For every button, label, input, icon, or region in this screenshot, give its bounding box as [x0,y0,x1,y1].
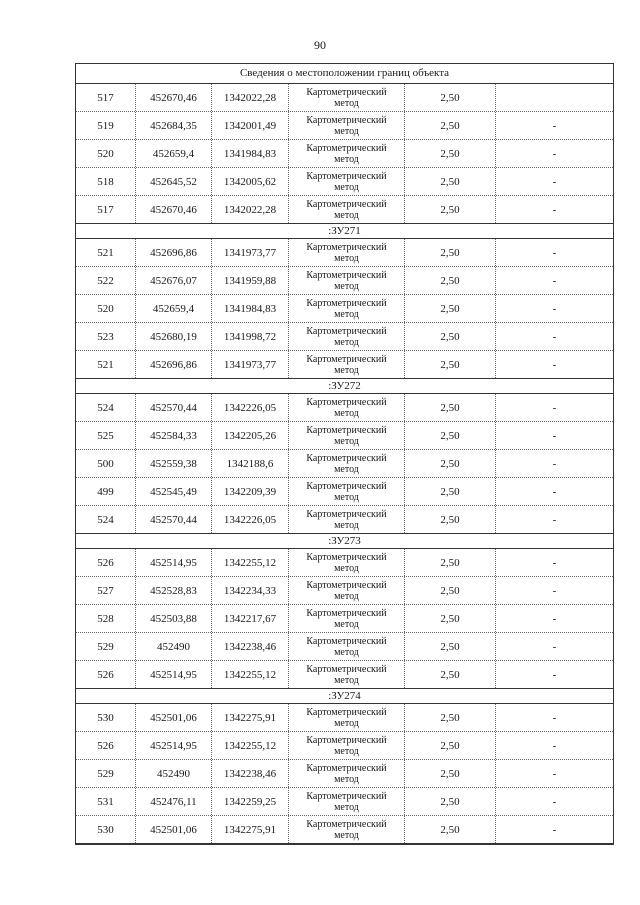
method-line-1: Картометрический [306,790,387,802]
method-line-1: Картометрический [306,818,387,830]
note-cell: - [552,119,557,132]
y-cell: 1342238,46 [212,633,289,660]
y-cell: 1342209,39 [212,478,289,505]
point-cell: 521 [76,351,136,378]
y-cell: 1341973,77 [212,239,289,266]
method-line-2: метод [334,773,359,785]
method-cell [289,84,405,111]
point-cell: 523 [76,323,136,350]
note-cell: - [552,668,557,681]
accuracy-cell: 2,50 [405,112,496,139]
y-cell: 1342022,28 [212,196,289,223]
method-line-2: метод [334,674,359,686]
table-row [76,323,613,351]
accuracy-cell: 2,50 [405,450,496,477]
accuracy-cell: 2,50 [405,704,496,731]
table-body [76,84,613,844]
table-row [76,577,613,605]
table-row [76,605,613,633]
accuracy-cell: 2,50 [405,394,496,421]
table-row [76,788,613,816]
table-row [76,394,613,422]
x-cell: 452676,07 [136,267,212,294]
method-line-1: Картометрический [306,706,387,718]
y-cell: 1342275,91 [212,816,289,843]
point-cell: 524 [76,506,136,533]
x-cell: 452501,06 [136,816,212,843]
y-cell: 1342217,67 [212,605,289,632]
method-cell [289,422,405,449]
y-cell: 1342001,49 [212,112,289,139]
method-line-2: метод [334,491,359,503]
method-line-1: Картометрический [306,396,387,408]
point-cell: 526 [76,549,136,576]
accuracy-cell: 2,50 [405,140,496,167]
note-cell: - [552,711,557,724]
point-cell: 530 [76,816,136,843]
point-cell: 517 [76,84,136,111]
accuracy-cell: 2,50 [405,661,496,688]
note-cell: - [552,302,557,315]
boundary-table [75,63,614,845]
table-row [76,549,613,577]
method-line-2: метод [334,308,359,320]
y-cell: 1342275,91 [212,704,289,731]
method-line-2: метод [334,252,359,264]
method-cell [289,450,405,477]
accuracy-cell: 2,50 [405,478,496,505]
section-label: :ЗУ273 [76,534,613,549]
method-line-2: метод [334,153,359,165]
point-cell: 518 [76,168,136,195]
section-label: :ЗУ272 [76,379,613,394]
point-cell: 520 [76,295,136,322]
method-line-2: метод [334,181,359,193]
x-cell: 452670,46 [136,84,212,111]
table-row [76,239,613,267]
y-cell: 1342234,33 [212,577,289,604]
y-cell: 1341998,72 [212,323,289,350]
y-cell: 1342205,26 [212,422,289,449]
method-cell [289,351,405,378]
accuracy-cell: 2,50 [405,323,496,350]
accuracy-cell: 2,50 [405,760,496,787]
point-cell: 529 [76,760,136,787]
method-line-2: метод [334,618,359,630]
method-line-1: Картометрический [306,198,387,210]
method-line-2: метод [334,745,359,757]
point-cell: 499 [76,478,136,505]
method-line-2: метод [334,97,359,109]
method-line-1: Картометрический [306,170,387,182]
note-cell: - [552,175,557,188]
x-cell: 452670,46 [136,196,212,223]
table-row [76,506,613,534]
method-cell [289,661,405,688]
accuracy-cell: 2,50 [405,816,496,843]
point-cell: 530 [76,704,136,731]
table-row [76,478,613,506]
accuracy-cell: 2,50 [405,168,496,195]
method-cell [289,196,405,223]
table-row [76,661,613,689]
x-cell: 452696,86 [136,239,212,266]
x-cell: 452570,44 [136,506,212,533]
accuracy-cell: 2,50 [405,267,496,294]
method-cell [289,239,405,266]
note-cell: - [552,556,557,569]
method-line-1: Картометрический [306,508,387,520]
y-cell: 1342226,05 [212,506,289,533]
method-line-2: метод [334,407,359,419]
method-line-1: Картометрический [306,734,387,746]
note-cell: - [552,640,557,653]
table-row [76,760,613,788]
accuracy-cell: 2,50 [405,239,496,266]
y-cell: 1341984,83 [212,295,289,322]
method-line-1: Картометрический [306,551,387,563]
point-cell: 525 [76,422,136,449]
method-cell [289,506,405,533]
table-row [76,732,613,760]
x-cell: 452696,86 [136,351,212,378]
y-cell: 1342022,28 [212,84,289,111]
x-cell: 452514,95 [136,732,212,759]
x-cell: 452528,83 [136,577,212,604]
note-cell: - [552,203,557,216]
point-cell: 519 [76,112,136,139]
accuracy-cell: 2,50 [405,549,496,576]
method-line-1: Картометрический [306,579,387,591]
y-cell: 1342188,6 [212,450,289,477]
method-line-2: метод [334,125,359,137]
method-cell [289,704,405,731]
point-cell: 500 [76,450,136,477]
method-line-1: Картометрический [306,424,387,436]
accuracy-cell: 2,50 [405,633,496,660]
note-cell: - [552,795,557,808]
accuracy-cell: 2,50 [405,605,496,632]
x-cell: 452490 [136,760,212,787]
method-cell [289,577,405,604]
accuracy-cell: 2,50 [405,506,496,533]
accuracy-cell: 2,50 [405,295,496,322]
note-cell: - [552,584,557,597]
y-cell: 1342255,12 [212,549,289,576]
method-line-1: Картометрический [306,241,387,253]
method-cell [289,633,405,660]
point-cell: 528 [76,605,136,632]
note-cell [496,84,613,111]
y-cell: 1342005,62 [212,168,289,195]
section-label: :ЗУ271 [76,224,613,239]
point-cell: 517 [76,196,136,223]
method-line-2: метод [334,364,359,376]
method-cell [289,549,405,576]
method-line-2: метод [334,209,359,221]
accuracy-cell: 2,50 [405,196,496,223]
y-cell: 1341984,83 [212,140,289,167]
method-line-1: Картометрический [306,269,387,281]
note-cell: - [552,147,557,160]
table-row [76,422,613,450]
method-line-1: Картометрический [306,325,387,337]
x-cell: 452559,38 [136,450,212,477]
point-cell: 529 [76,633,136,660]
note-cell: - [552,823,557,836]
table-row [76,140,613,168]
method-line-1: Картометрический [306,452,387,464]
method-cell [289,323,405,350]
method-cell [289,760,405,787]
x-cell: 452659,4 [136,140,212,167]
table-row [76,351,613,379]
method-cell [289,732,405,759]
method-line-1: Картометрический [306,635,387,647]
note-cell: - [552,401,557,414]
method-cell [289,112,405,139]
method-line-1: Картометрический [306,762,387,774]
x-cell: 452501,06 [136,704,212,731]
method-line-2: метод [334,717,359,729]
point-cell: 520 [76,140,136,167]
point-cell: 526 [76,661,136,688]
method-line-2: метод [334,829,359,841]
method-line-2: метод [334,562,359,574]
method-line-1: Картометрический [306,353,387,365]
method-line-1: Картометрический [306,663,387,675]
table-row [76,450,613,478]
accuracy-cell: 2,50 [405,84,496,111]
method-cell [289,267,405,294]
point-cell: 527 [76,577,136,604]
method-line-1: Картометрический [306,86,387,98]
method-line-2: метод [334,463,359,475]
x-cell: 452570,44 [136,394,212,421]
point-cell: 521 [76,239,136,266]
method-line-1: Картометрический [306,480,387,492]
y-cell: 1341959,88 [212,267,289,294]
note-cell: - [552,767,557,780]
method-cell [289,394,405,421]
method-line-2: метод [334,590,359,602]
method-cell [289,295,405,322]
method-line-2: метод [334,435,359,447]
x-cell: 452514,95 [136,661,212,688]
method-cell [289,168,405,195]
note-cell: - [552,739,557,752]
table-row [76,112,613,140]
y-cell: 1342238,46 [212,760,289,787]
x-cell: 452490 [136,633,212,660]
x-cell: 452680,19 [136,323,212,350]
method-line-1: Картометрический [306,297,387,309]
y-cell: 1341973,77 [212,351,289,378]
x-cell: 452476,11 [136,788,212,815]
x-cell: 452503,88 [136,605,212,632]
y-cell: 1342226,05 [212,394,289,421]
table-row [76,267,613,295]
note-cell: - [552,457,557,470]
note-cell: - [552,429,557,442]
x-cell: 452545,49 [136,478,212,505]
method-line-1: Картометрический [306,142,387,154]
method-line-2: метод [334,519,359,531]
point-cell: 531 [76,788,136,815]
note-cell: - [552,274,557,287]
method-cell [289,478,405,505]
page-number: 90 [314,38,326,52]
y-cell: 1342259,25 [212,788,289,815]
point-cell: 524 [76,394,136,421]
note-cell: - [552,358,557,371]
table-row [76,168,613,196]
table-row [76,196,613,224]
section-label: :ЗУ274 [76,689,613,704]
x-cell: 452645,52 [136,168,212,195]
note-cell: - [552,513,557,526]
point-cell: 526 [76,732,136,759]
x-cell: 452584,33 [136,422,212,449]
method-line-2: метод [334,801,359,813]
y-cell: 1342255,12 [212,732,289,759]
method-line-1: Картометрический [306,114,387,126]
table-row [76,84,613,112]
table-header: Сведения о местоположении границ объекта [76,64,613,84]
method-cell [289,816,405,843]
accuracy-cell: 2,50 [405,422,496,449]
x-cell: 452684,35 [136,112,212,139]
method-cell [289,605,405,632]
table-row [76,633,613,661]
method-line-2: метод [334,336,359,348]
method-line-1: Картометрический [306,607,387,619]
x-cell: 452659,4 [136,295,212,322]
table-row [76,704,613,732]
note-cell: - [552,612,557,625]
point-cell: 522 [76,267,136,294]
y-cell: 1342255,12 [212,661,289,688]
note-cell: - [552,330,557,343]
method-cell [289,140,405,167]
x-cell: 452514,95 [136,549,212,576]
method-line-2: метод [334,280,359,292]
method-line-2: метод [334,646,359,658]
method-cell [289,788,405,815]
accuracy-cell: 2,50 [405,351,496,378]
accuracy-cell: 2,50 [405,732,496,759]
note-cell: - [552,246,557,259]
accuracy-cell: 2,50 [405,577,496,604]
table-row [76,816,613,844]
note-cell: - [552,485,557,498]
accuracy-cell: 2,50 [405,788,496,815]
table-row [76,295,613,323]
